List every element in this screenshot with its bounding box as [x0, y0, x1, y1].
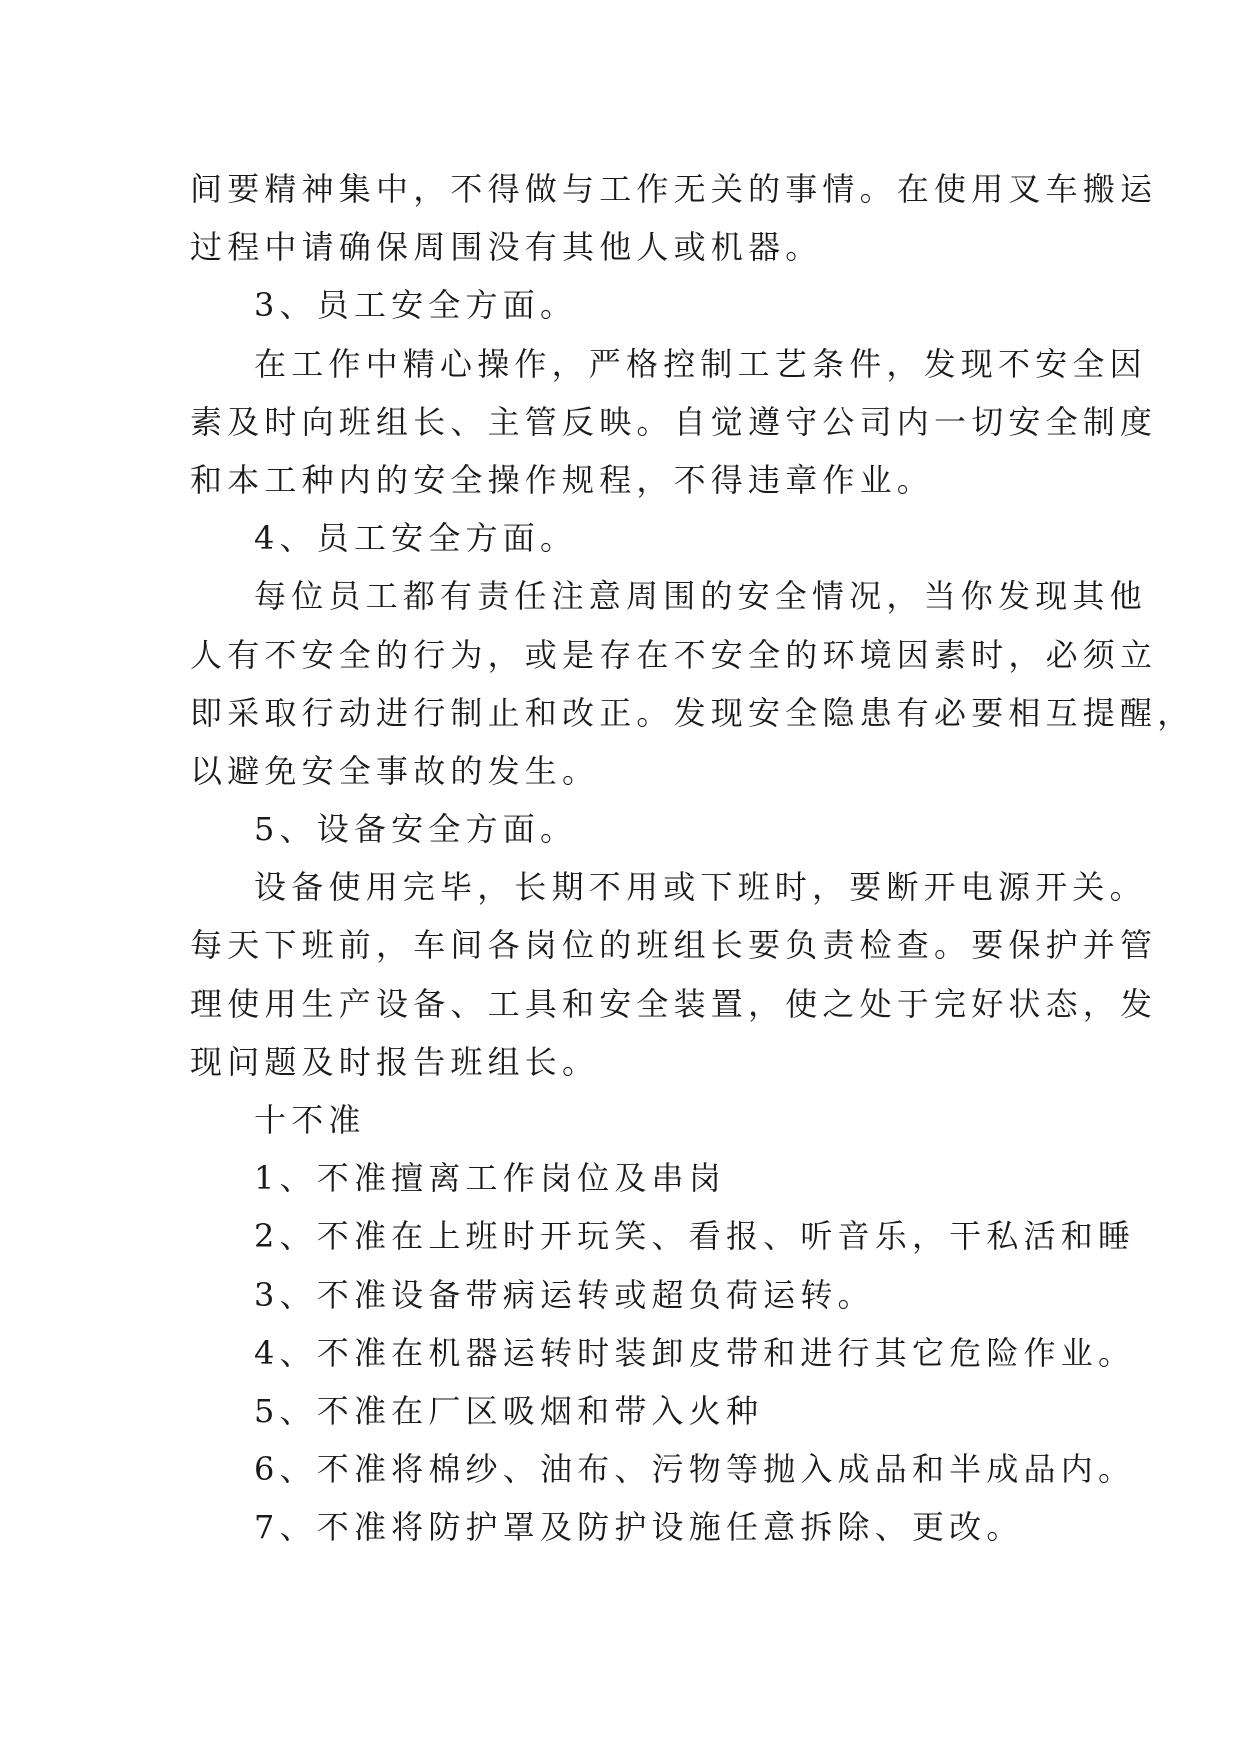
text-line: 即采取行动进行制止和改正。发现安全隐患有必要相互提醒， [190, 693, 1195, 732]
list-item: 3、不准设备带病运转或超负荷运转。 [254, 1275, 875, 1314]
text-line: 每天下班前，车间各岗位的班组长要负责检查。要保护并管 [190, 926, 1158, 965]
document-body [190, 160, 1195, 1557]
section-heading: 5、设备安全方面。 [254, 810, 578, 849]
text-line: 设备使用完毕，长期不用或下班时，要断开电源开关。 [254, 868, 1147, 907]
text-line: 过程中请确保周围没有其他人或机器。 [190, 228, 823, 267]
list-item: 6、不准将棉纱、油布、污物等抛入成品和半成品内。 [254, 1450, 1136, 1489]
text-line: 每位员工都有责任注意周围的安全情况，当你发现其他 [254, 577, 1147, 616]
section-heading: 3、员工安全方面。 [254, 286, 578, 325]
list-item: 1、不准擅离工作岗位及串岗 [254, 1159, 726, 1198]
text-line: 素及时向班组长、主管反映。自觉遵守公司内一切安全制度 [190, 402, 1158, 441]
list-heading: 十不准 [254, 1101, 366, 1139]
text-line: 在工作中精心操作，严格控制工艺条件，发现不安全因 [254, 344, 1147, 383]
list-item: 5、不准在厂区吸烟和带入火种 [254, 1391, 764, 1430]
text-line: 以避免安全事故的发生。 [190, 751, 600, 790]
text-line: 现问题及时报告班组长。 [190, 1042, 600, 1081]
list-item: 4、不准在机器运转时装卸皮带和进行其它危险作业。 [254, 1333, 1136, 1372]
text-line: 人有不安全的行为，或是存在不安全的环境因素时，必须立 [190, 635, 1158, 674]
text-line: 和本工种内的安全操作规程，不得违章作业。 [190, 460, 935, 499]
list-item: 2、不准在上班时开玩笑、看报、听音乐，干私活和睡 [254, 1217, 1136, 1256]
text-line: 间要精神集中，不得做与工作无关的事情。在使用叉车搬运 [190, 170, 1158, 208]
list-item: 7、不准将防护罩及防护设施任意拆除、更改。 [254, 1508, 1024, 1547]
section-heading: 4、员工安全方面。 [254, 519, 578, 558]
text-line: 理使用生产设备、工具和安全装置，使之处于完好状态，发 [190, 984, 1158, 1023]
